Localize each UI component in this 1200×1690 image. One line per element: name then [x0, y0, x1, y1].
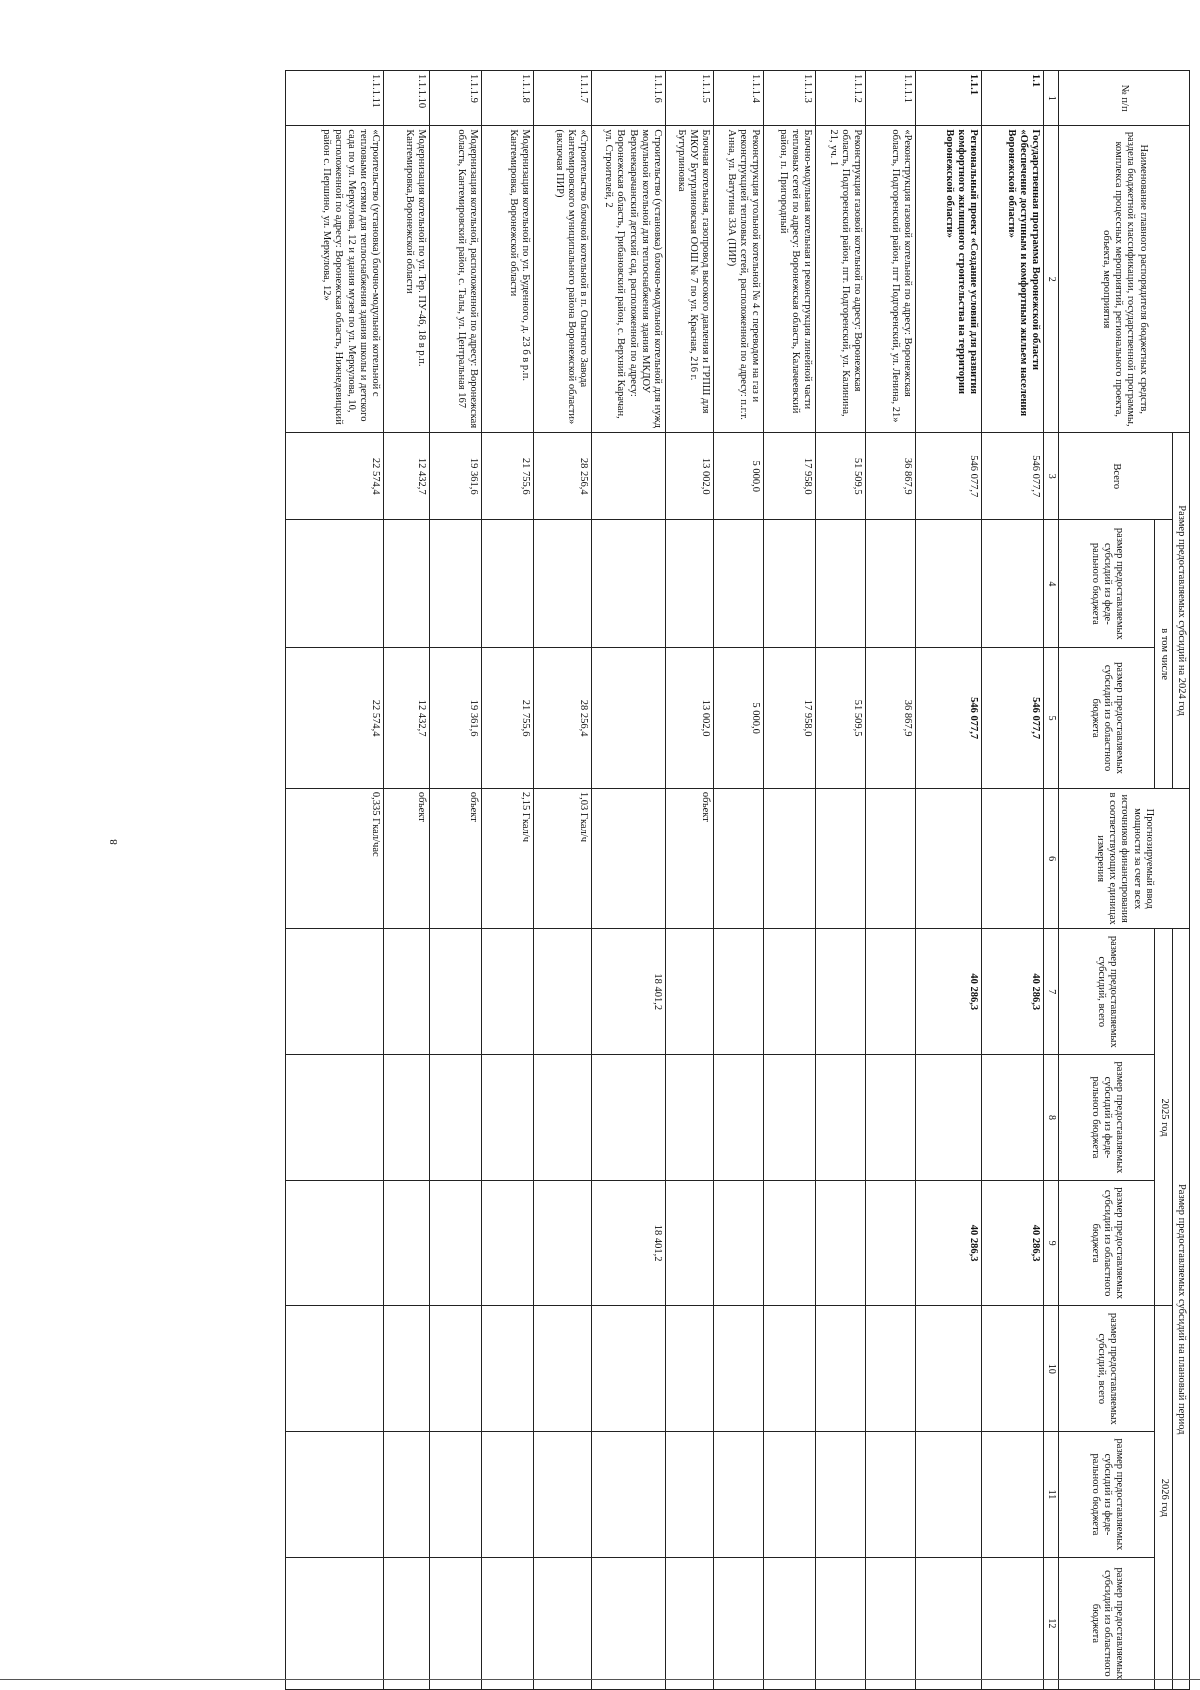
cell-no: 1.1.1.8	[482, 71, 534, 126]
cell-cap: 0,335 Гкал/час	[286, 788, 384, 929]
cell-reg: 17 958,0	[764, 648, 816, 789]
cell-fed	[384, 520, 430, 648]
cell-t25	[666, 929, 714, 1055]
cell-t26	[592, 1306, 666, 1432]
cell-total: 19 361,6	[430, 433, 482, 520]
cell-no: 1.1.1.10	[384, 71, 430, 126]
cell-fed	[816, 520, 866, 648]
cell-cap	[866, 788, 916, 929]
cell-name: Модернизация котельной по ул. Буденного, д. 23 б в р.п. Кантемировка, Воронежской области	[482, 126, 534, 433]
cell-f26	[714, 1432, 764, 1558]
cell-r25	[482, 1180, 534, 1306]
column-number: 1	[1044, 71, 1059, 126]
header-year-2026: 2026 год	[1155, 1306, 1172, 1690]
cell-t26	[916, 1306, 982, 1432]
cell-t26	[816, 1306, 866, 1432]
cell-t25	[430, 929, 482, 1055]
cell-t25	[714, 929, 764, 1055]
cell-r26	[430, 1557, 482, 1689]
cell-reg: 5 000,0	[714, 648, 764, 789]
subsidies-table	[285, 70, 1190, 1690]
cell-fed	[666, 520, 714, 648]
cell-name: Реконструкция угольной котельной № 4 с переводом на газ и реконструкцией тепловых сетей, расположенной по адресу: п.г.т. Анна, ул. Ватутина 33А (ПИР)	[714, 126, 764, 433]
cell-fed	[482, 520, 534, 648]
cell-reg: 19 361,6	[430, 648, 482, 789]
header-fed-2026: размер предоставляемых субсидий из феде-рального бюджета	[1059, 1432, 1155, 1558]
cell-f26	[916, 1432, 982, 1558]
page-number: 8	[108, 839, 120, 845]
cell-r25	[866, 1180, 916, 1306]
cell-name: Реконструкция газовой котельной по адресу: Воронежская область, Подгоренский район, пгт. Подгоренский, ул. Калинина, 21, уч. 1	[816, 126, 866, 433]
cell-total: 22 574,4	[286, 433, 384, 520]
column-number: 2	[1044, 126, 1059, 433]
column-number: 10	[1044, 1306, 1059, 1432]
column-number: 6	[1044, 788, 1059, 929]
cell-cap: объект	[430, 788, 482, 929]
cell-r26	[534, 1557, 592, 1689]
cell-r26	[916, 1557, 982, 1689]
column-number: 4	[1044, 520, 1059, 648]
cell-f25	[916, 1055, 982, 1181]
header-all-2025: размер предоставляемых субсидий, всего	[1059, 929, 1155, 1055]
cell-name: «Строительство (установка) блочно-модульной котельной с тепловыми сетями для теплоснабжения здания школы и детского сада по ул. Меркулова, 12 и здания музея по ул. Меркулова, 10, расположенной по адресу: Воронежская область, Нижнедевицкий район с. Першино, ул. Меркулова, 12»	[286, 126, 384, 433]
header-planned-period: Размер предоставляемых субсидий на плановый период	[1172, 929, 1189, 1690]
table-row	[916, 71, 982, 1690]
cell-no: 1.1.1.7	[534, 71, 592, 126]
header-reg-2026: размер предоставляемых субсидий из областного бюджета	[1059, 1557, 1155, 1689]
cell-r25	[816, 1180, 866, 1306]
cell-f26	[666, 1432, 714, 1558]
cell-t25	[286, 929, 384, 1055]
header-total-2024: Всего	[1059, 433, 1172, 520]
cell-total: 21 755,6	[482, 433, 534, 520]
cell-no: 1.1.1.3	[764, 71, 816, 126]
cell-total: 546 077,7	[916, 433, 982, 520]
cell-no: 1.1.1.2	[816, 71, 866, 126]
cell-reg: 21 755,6	[482, 648, 534, 789]
cell-t25	[384, 929, 430, 1055]
cell-reg	[592, 648, 666, 789]
cell-t26	[384, 1306, 430, 1432]
cell-t25: 40 286,3	[982, 929, 1044, 1055]
header-no: № п/п	[1059, 71, 1190, 126]
cell-r26	[816, 1557, 866, 1689]
header-reg-2025: размер предоставляемых субсидий из областного бюджета	[1059, 1180, 1155, 1306]
cell-total: 28 256,4	[534, 433, 592, 520]
cell-f26	[982, 1432, 1044, 1558]
cell-r26	[764, 1557, 816, 1689]
cell-fed	[982, 520, 1044, 648]
column-numbers-row	[1044, 71, 1059, 1690]
cell-fed	[592, 520, 666, 648]
table-row	[286, 71, 384, 1690]
column-number: 8	[1044, 1055, 1059, 1181]
cell-f26	[866, 1432, 916, 1558]
cell-f26	[764, 1432, 816, 1558]
cell-cap	[816, 788, 866, 929]
cell-r25: 40 286,3	[916, 1180, 982, 1306]
cell-t26	[286, 1306, 384, 1432]
cell-r26	[384, 1557, 430, 1689]
cell-cap: объект	[384, 788, 430, 929]
cell-f25	[384, 1055, 430, 1181]
cell-r26	[286, 1557, 384, 1689]
cell-name: Модернизация котельной, расположенной по адресу: Воронежская область, Кантемировский район, с. Талы, ул. Центральная 167	[430, 126, 482, 433]
cell-cap	[714, 788, 764, 929]
cell-r25	[714, 1180, 764, 1306]
table-row	[430, 71, 482, 1690]
cell-r25	[666, 1180, 714, 1306]
cell-reg: 36 867,9	[866, 648, 916, 789]
cell-name: Блочная котельная, газопровод высокого давления и ГРПШ для МКОУ Бутурлиновская ООШ № 7 по ул. Красная, 216 г. Бутурлиновка	[666, 126, 714, 433]
cell-r25	[286, 1180, 384, 1306]
cell-cap: 1,03 Гкал/ч	[534, 788, 592, 929]
cell-r26	[592, 1557, 666, 1689]
cell-r25: 18 401,2	[592, 1180, 666, 1306]
cell-r26	[714, 1557, 764, 1689]
table-row	[714, 71, 764, 1690]
cell-f25	[666, 1055, 714, 1181]
cell-cap: объект	[666, 788, 714, 929]
table-row	[666, 71, 714, 1690]
cell-total: 12 432,7	[384, 433, 430, 520]
cell-f26	[384, 1432, 430, 1558]
header-year-2025: 2025 год	[1155, 929, 1172, 1306]
cell-name: «Строительство блочной котельной в п. Опытного Завода Кантемировского муниципального района Воронежской области» (включая ПИР)	[534, 126, 592, 433]
cell-t26	[482, 1306, 534, 1432]
cell-f25	[714, 1055, 764, 1181]
cell-cap: 2,15 Гкал/ч	[482, 788, 534, 929]
cell-f26	[592, 1432, 666, 1558]
header-fed-2025: размер предоставляемых субсидий из феде-рального бюджета	[1059, 1055, 1155, 1181]
cell-t25	[866, 929, 916, 1055]
cell-t26	[866, 1306, 916, 1432]
column-number: 9	[1044, 1180, 1059, 1306]
rotated-table-container	[130, 70, 1190, 1690]
header-name: Наименование главного распорядителя бюджетных средств, раздела бюджетной классификации, государственной программы, комплекса процессных мероприятий, регионального проекта, объекта, мероприятия	[1059, 126, 1190, 433]
cell-cap	[592, 788, 666, 929]
table-row	[384, 71, 430, 1690]
cell-name: Государственная программа Воронежской области «Обеспечение доступным и комфортным жильем населения Воронежской области»	[982, 126, 1044, 433]
cell-no: 1.1.1.6	[592, 71, 666, 126]
cell-t26	[714, 1306, 764, 1432]
column-number: 7	[1044, 929, 1059, 1055]
cell-total: 17 958,0	[764, 433, 816, 520]
cell-f26	[430, 1432, 482, 1558]
cell-fed	[714, 520, 764, 648]
cell-t25	[764, 929, 816, 1055]
cell-fed	[430, 520, 482, 648]
cell-r25: 40 286,3	[982, 1180, 1044, 1306]
table-row	[866, 71, 916, 1690]
cell-reg: 51 509,5	[816, 648, 866, 789]
cell-fed	[764, 520, 816, 648]
table-row	[592, 71, 666, 1690]
cell-f25	[482, 1055, 534, 1181]
cell-fed	[286, 520, 384, 648]
cell-no: 1.1.1.5	[666, 71, 714, 126]
cell-t25	[482, 929, 534, 1055]
cell-reg: 13 002,0	[666, 648, 714, 789]
cell-name: Модернизация котельной по ул. Тер. ПУ-46, 18 в р.п. Кантемировка,Воронежской области	[384, 126, 430, 433]
header-including: в том числе	[1155, 520, 1172, 788]
table-body	[286, 71, 1044, 1690]
cell-no: 1.1.1.9	[430, 71, 482, 126]
cell-no: 1.1.1.4	[714, 71, 764, 126]
cell-f25	[592, 1055, 666, 1181]
table-row	[482, 71, 534, 1690]
cell-r26	[666, 1557, 714, 1689]
cell-f25	[816, 1055, 866, 1181]
column-number: 3	[1044, 433, 1059, 520]
cell-total: 36 867,9	[866, 433, 916, 520]
cell-r25	[764, 1180, 816, 1306]
cell-t26	[982, 1306, 1044, 1432]
cell-r25	[534, 1180, 592, 1306]
cell-f26	[286, 1432, 384, 1558]
cell-r25	[384, 1180, 430, 1306]
cell-total: 5 000,0	[714, 433, 764, 520]
cell-f25	[866, 1055, 916, 1181]
column-number: 12	[1044, 1557, 1059, 1689]
cell-t26	[666, 1306, 714, 1432]
cell-r26	[866, 1557, 916, 1689]
cell-t25	[534, 929, 592, 1055]
cell-total	[592, 433, 666, 520]
cell-r26	[482, 1557, 534, 1689]
header-subsidies-2024: Размер предоставляемых субсидий на 2024 год	[1172, 433, 1189, 789]
bottom-rule	[0, 1679, 1200, 1680]
cell-t26	[534, 1306, 592, 1432]
cell-total: 13 002,0	[666, 433, 714, 520]
column-number: 5	[1044, 648, 1059, 789]
cell-f25	[982, 1055, 1044, 1181]
cell-t26	[430, 1306, 482, 1432]
cell-t25	[816, 929, 866, 1055]
cell-r26	[982, 1557, 1044, 1689]
cell-no: 1.1.1.1	[866, 71, 916, 126]
cell-fed	[866, 520, 916, 648]
cell-r25	[430, 1180, 482, 1306]
cell-t26	[764, 1306, 816, 1432]
column-number: 11	[1044, 1432, 1059, 1558]
header-capacity: Прогнозируемый ввод мощности за счет всех источников финансирования в соответствующих единицах измерения	[1059, 788, 1190, 929]
cell-no: 1.1	[982, 71, 1044, 126]
cell-name: Региональный проект «Создание условий для развития комфортного жилищного строительства на территории Воронежской области»	[916, 126, 982, 433]
table-row	[534, 71, 592, 1690]
cell-f26	[816, 1432, 866, 1558]
header-all-2026: размер предоставляемых субсидий, всего	[1059, 1306, 1155, 1432]
table-row	[982, 71, 1044, 1690]
cell-f25	[286, 1055, 384, 1181]
cell-name: Блочно-модульная котельная и реконструкция линейной части тепловых сетей по адресу: Воронежская область, Калачеевский район, п. Пригородный	[764, 126, 816, 433]
cell-fed	[916, 520, 982, 648]
cell-t25: 40 286,3	[916, 929, 982, 1055]
cell-no: 1.1.1.11	[286, 71, 384, 126]
header-reg-2024: размер предоставляемых субсидий из областного бюджета	[1059, 648, 1155, 789]
cell-f25	[430, 1055, 482, 1181]
cell-reg: 546 077,7	[982, 648, 1044, 789]
cell-cap	[982, 788, 1044, 929]
cell-total: 546 077,7	[982, 433, 1044, 520]
cell-f25	[764, 1055, 816, 1181]
cell-fed	[534, 520, 592, 648]
table-row	[816, 71, 866, 1690]
cell-cap	[916, 788, 982, 929]
cell-no: 1.1.1	[916, 71, 982, 126]
cell-t25: 18 401,2	[592, 929, 666, 1055]
cell-total: 51 509,5	[816, 433, 866, 520]
cell-cap	[764, 788, 816, 929]
cell-reg: 28 256,4	[534, 648, 592, 789]
cell-f26	[482, 1432, 534, 1558]
table-row	[764, 71, 816, 1690]
cell-reg: 546 077,7	[916, 648, 982, 789]
cell-f26	[534, 1432, 592, 1558]
cell-reg: 22 574,4	[286, 648, 384, 789]
header-fed-2024: размер предоставляемых субсидий из феде-рального бюджета	[1059, 520, 1155, 648]
cell-name: «Реконструкция газовой котельной по адресу: Воронежская область, Подгоренский район, пгт Подгоренский, ул. Ленина, 21»	[866, 126, 916, 433]
cell-f25	[534, 1055, 592, 1181]
cell-name: Строительство (установка) блочно-модульной котельной для нужд модульной котельной для теплоснабжения здания МКДОУ Верхнекарачанский детский сад, расположенной по адресу: Воронежская область, Грибановский район, с. Верхний Карачан, ул. Строителей, 2	[592, 126, 666, 433]
cell-reg: 12 432,7	[384, 648, 430, 789]
